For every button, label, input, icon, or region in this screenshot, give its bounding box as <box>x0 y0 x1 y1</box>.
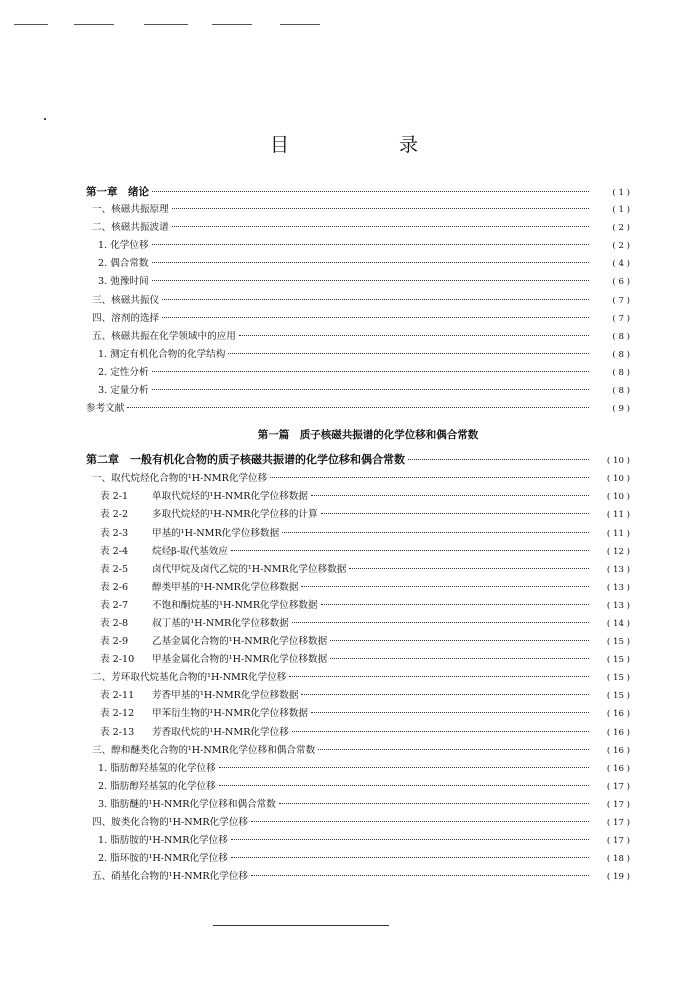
toc-entry[interactable] <box>86 814 630 832</box>
toc-entry-label <box>100 615 289 633</box>
toc-entry-text: 1. 测定有机化合物的化学结构 <box>98 348 226 360</box>
toc-entry-page: ( 15 ) <box>606 673 630 684</box>
toc-entry-label <box>92 868 248 886</box>
scan-dot <box>44 118 46 120</box>
toc-entry-page: ( 10 ) <box>606 492 630 503</box>
dot-leader <box>162 317 589 318</box>
table-number: 表 2-1 <box>100 491 129 503</box>
toc-entry[interactable] <box>86 579 630 597</box>
toc-entry-label <box>100 579 298 597</box>
toc-entry-label <box>98 382 149 400</box>
table-number: 表 2-13 <box>100 726 135 738</box>
toc-entry-text: 一、取代烷烃化合物的¹H-NMR化学位移 <box>92 473 268 485</box>
toc-entry[interactable] <box>86 470 630 488</box>
toc-entry-text: 四、胺类化合物的¹H-NMR化学位移 <box>92 817 249 828</box>
toc-entry-text: 五、核磁共振在化学领域中的应用 <box>92 330 236 342</box>
toc-entry-text: 1. 化学位移 <box>98 240 149 252</box>
toc-entry[interactable] <box>86 633 630 651</box>
toc-entry-text: 芳香取代烷的¹H-NMR化学位移 <box>152 726 289 738</box>
dot-leader <box>228 353 589 354</box>
dot-leader <box>301 694 589 695</box>
toc-entry-text: 单取代烷烃的¹H-NMR化学位移数据 <box>152 491 309 503</box>
toc-entry-label <box>98 255 149 273</box>
table-number: 表 2-11 <box>100 690 135 702</box>
toc-entry-label <box>98 364 149 382</box>
toc-entry-label <box>100 705 308 723</box>
toc-entry[interactable] <box>86 183 630 201</box>
dot-leader <box>152 280 589 281</box>
toc-entry-page: ( 14 ) <box>606 618 630 629</box>
toc-entry-text: 第一章 绪论 <box>86 186 149 198</box>
dot-leader <box>321 604 589 605</box>
dot-leader <box>127 407 589 408</box>
toc-entry-page: ( 13 ) <box>606 600 630 611</box>
toc-entry-label <box>100 506 318 524</box>
toc-entry[interactable] <box>86 255 630 273</box>
toc-entry-page: ( 13 ) <box>606 582 630 593</box>
toc-entry-text: 三、核磁共振仪 <box>92 294 160 306</box>
toc-entry-label <box>98 850 228 868</box>
toc-entry-page: ( 10 ) <box>606 456 630 467</box>
dot-leader <box>408 459 589 460</box>
table-number: 表 2-10 <box>100 654 135 666</box>
toc-entry[interactable] <box>86 237 630 255</box>
toc-entry-chapter2[interactable] <box>86 448 630 470</box>
dot-leader <box>311 495 589 496</box>
toc-entry-page: ( 7 ) <box>612 295 630 306</box>
table-number: 表 2-3 <box>100 527 129 539</box>
toc-entry[interactable] <box>86 796 630 814</box>
toc-entry[interactable] <box>86 364 630 382</box>
toc-entry-page: ( 17 ) <box>606 818 630 828</box>
scan-mark <box>212 24 252 25</box>
toc-entry-page: ( 8 ) <box>612 331 630 342</box>
toc-entry-label <box>86 183 149 201</box>
toc-entry-text: 3. 脂肪醚的¹H-NMR化学位移和偶合常数 <box>98 798 276 810</box>
toc-entry-label <box>100 525 279 543</box>
toc-entry-label <box>92 328 236 346</box>
scan-mark <box>74 24 114 25</box>
toc-entry-text: 二、核磁共振波谱 <box>92 222 169 234</box>
dot-leader <box>239 335 589 336</box>
scan-mark <box>144 24 188 25</box>
toc-entry-label <box>98 237 149 255</box>
toc-entry-text: 烷烃β-取代基效应 <box>152 545 228 557</box>
toc-entry-page: ( 12 ) <box>606 546 630 557</box>
toc-entry-label <box>98 760 216 778</box>
dot-leader <box>292 622 589 623</box>
toc-entry[interactable] <box>86 778 630 796</box>
toc-entry-text: 1. 脂肪醇羟基氢的化学位移 <box>98 762 216 774</box>
toc-entry[interactable] <box>86 597 630 615</box>
toc-entry-label <box>98 346 225 364</box>
toc-entry[interactable] <box>86 219 630 237</box>
table-number: 表 2-9 <box>100 636 129 648</box>
toc-entry-page: ( 19 ) <box>606 872 630 883</box>
toc-entry-text: 1. 脂肪胺的¹H-NMR化学位移 <box>98 835 228 847</box>
table-of-contents <box>86 183 630 886</box>
scan-mark <box>280 24 320 25</box>
toc-entry-text: 三、醇和醚类化合物的¹H-NMR化学位移和偶合常数 <box>92 744 316 756</box>
toc-entry-page: ( 17 ) <box>606 781 630 792</box>
dot-leader <box>231 839 589 840</box>
toc-entry-label <box>86 400 124 418</box>
toc-entry-text: 五、硝基化合物的¹H-NMR化学位移 <box>92 871 249 883</box>
toc-section-chapter1 <box>86 183 630 418</box>
dot-leader <box>279 803 589 804</box>
dot-leader <box>172 208 589 209</box>
toc-section-chapter2 <box>86 470 630 886</box>
dot-leader <box>318 749 589 750</box>
dot-leader <box>219 785 589 786</box>
toc-entry-text: 2. 偶合常数 <box>98 258 149 270</box>
toc-entry-page: ( 2 ) <box>612 241 630 252</box>
toc-entry-label <box>98 273 149 291</box>
toc-entry[interactable] <box>86 525 630 543</box>
table-number: 表 2-4 <box>100 545 129 557</box>
toc-entry-label <box>100 687 298 705</box>
toc-entry[interactable] <box>86 273 630 291</box>
toc-entry-text: 四、溶剂的选择 <box>92 312 160 324</box>
toc-entry[interactable] <box>86 615 630 633</box>
toc-entry[interactable] <box>86 651 630 669</box>
toc-entry-page: ( 4 ) <box>612 259 630 270</box>
toc-entry[interactable] <box>86 346 630 364</box>
dot-leader <box>270 477 589 478</box>
toc-entry-label <box>100 561 346 579</box>
dot-leader <box>311 712 589 713</box>
dot-leader <box>219 767 589 768</box>
toc-entry-text: 参考文献 <box>86 403 125 415</box>
toc-entry-label <box>92 292 159 310</box>
table-number: 表 2-12 <box>100 708 135 720</box>
dot-leader <box>152 389 589 390</box>
toc-entry-text: 2. 脂环胺的¹H-NMR化学位移 <box>98 853 228 865</box>
toc-entry-page: ( 15 ) <box>606 655 630 666</box>
toc-entry-text: 一、核磁共振原理 <box>92 204 169 216</box>
toc-entry-label: 第二章 一般有机化合物的质子核磁共振谱的化学位移和偶合常数 <box>86 453 405 467</box>
dot-leader <box>301 586 589 587</box>
toc-entry-text: 2. 定性分析 <box>98 366 149 378</box>
dot-leader <box>251 821 589 822</box>
toc-entry[interactable] <box>86 868 630 886</box>
toc-entry[interactable] <box>86 760 630 778</box>
toc-entry-page: ( 8 ) <box>612 367 630 378</box>
toc-entry-label <box>100 597 318 615</box>
toc-entry-label <box>92 669 286 687</box>
dot-leader <box>330 658 589 659</box>
table-number: 表 2-5 <box>100 563 129 575</box>
table-number: 表 2-8 <box>100 617 129 629</box>
toc-entry-label <box>100 488 308 506</box>
toc-entry-label <box>100 651 327 669</box>
toc-entry-label <box>92 201 169 219</box>
toc-entry-page: ( 15 ) <box>606 637 630 648</box>
toc-entry-text: 卤代甲烷及卤代乙烷的¹H-NMR化学位移数据 <box>152 563 347 575</box>
dot-leader <box>231 857 589 858</box>
toc-entry-page: ( 7 ) <box>612 313 630 324</box>
toc-entry-label <box>98 778 216 796</box>
toc-entry-page: ( 16 ) <box>606 727 630 738</box>
toc-entry-page: ( 1 ) <box>612 188 630 198</box>
toc-entry-label <box>100 633 327 651</box>
toc-entry-text: 乙基金属化合物的¹H-NMR化学位移数据 <box>152 636 328 648</box>
toc-entry-page: ( 18 ) <box>606 854 630 865</box>
toc-entry-label <box>92 470 267 488</box>
toc-entry-page: ( 8 ) <box>612 349 630 360</box>
toc-entry[interactable] <box>86 201 630 219</box>
table-number: 表 2-7 <box>100 599 129 611</box>
dot-leader <box>172 226 589 227</box>
toc-entry[interactable] <box>86 724 630 742</box>
dot-leader <box>330 640 589 641</box>
dot-leader <box>349 568 589 569</box>
toc-entry[interactable] <box>86 832 630 850</box>
toc-entry-text: 醇类甲基的¹H-NMR化学位移数据 <box>152 581 299 593</box>
footer-rule <box>213 925 389 926</box>
dot-leader <box>251 875 589 876</box>
toc-entry-label <box>100 543 228 561</box>
toc-entry[interactable] <box>86 850 630 868</box>
toc-entry[interactable] <box>86 382 630 400</box>
toc-entry[interactable] <box>86 400 630 418</box>
toc-entry[interactable] <box>86 705 630 723</box>
toc-entry-label <box>92 742 315 760</box>
scan-mark <box>14 24 48 25</box>
toc-entry-text: 多取代烷烃的¹H-NMR化学位移的计算 <box>152 509 318 521</box>
dot-leader <box>162 299 589 300</box>
toc-entry-page: ( 9 ) <box>612 404 630 415</box>
dot-leader <box>292 731 589 732</box>
toc-entry[interactable] <box>86 328 630 346</box>
toc-entry-text: 3. 弛豫时间 <box>98 276 149 288</box>
toc-entry-label <box>92 219 169 237</box>
dot-leader <box>321 513 589 514</box>
toc-entry-text: 不饱和酮烷基的¹H-NMR化学位移数据 <box>152 599 318 611</box>
toc-entry[interactable] <box>86 543 630 561</box>
dot-leader <box>289 676 589 677</box>
toc-entry-page: ( 6 ) <box>612 277 630 288</box>
toc-entry-page: ( 1 ) <box>612 205 630 216</box>
toc-entry-label <box>98 796 276 814</box>
table-number: 表 2-6 <box>100 581 129 593</box>
toc-entry[interactable] <box>86 488 630 506</box>
toc-entry-page: ( 17 ) <box>606 836 630 847</box>
dot-leader <box>231 550 589 551</box>
toc-entry-page: ( 17 ) <box>606 799 630 810</box>
toc-entry-page: ( 16 ) <box>606 745 630 756</box>
dot-leader <box>152 244 589 245</box>
toc-entry[interactable] <box>86 506 630 524</box>
toc-entry-page: ( 8 ) <box>612 386 630 397</box>
dot-leader <box>152 191 589 192</box>
toc-entry-text: 甲基的¹H-NMR化学位移数据 <box>152 527 280 539</box>
toc-entry[interactable] <box>86 310 630 328</box>
toc-entry-page: ( 2 ) <box>612 223 630 234</box>
part-heading: 第一篇 质子核磁共振谱的化学位移和偶合常数 <box>257 429 479 442</box>
toc-entry-text: 甲苯衍生物的¹H-NMR化学位移数据 <box>152 708 309 720</box>
dot-leader <box>282 532 589 533</box>
dot-leader <box>152 371 589 372</box>
dot-leader <box>152 262 589 263</box>
toc-entry-page: ( 15 ) <box>606 691 630 702</box>
toc-entry-text: 3. 定量分析 <box>98 385 149 397</box>
toc-entry-page: ( 11 ) <box>606 528 630 539</box>
toc-entry-page: ( 16 ) <box>606 763 630 774</box>
toc-entry[interactable] <box>86 669 630 687</box>
toc-entry-text: 叔丁基的¹H-NMR化学位移数据 <box>152 617 289 629</box>
toc-entry-page: ( 11 ) <box>606 510 630 521</box>
toc-entry-page: ( 10 ) <box>606 474 630 485</box>
toc-entry[interactable] <box>86 561 630 579</box>
toc-entry[interactable] <box>86 687 630 705</box>
page-title: 目 录 <box>269 134 471 156</box>
toc-entry-page: ( 16 ) <box>606 709 630 720</box>
toc-entry[interactable] <box>86 292 630 310</box>
toc-entry-text: 芳香甲基的¹H-NMR化学位移数据 <box>152 690 299 702</box>
toc-entry-text: 甲基金属化合物的¹H-NMR化学位移数据 <box>152 654 328 666</box>
toc-entry-text: 二、芳环取代烷基化合物的¹H-NMR化学位移 <box>92 672 287 684</box>
toc-entry-label <box>92 310 159 328</box>
toc-entry-page: ( 13 ) <box>606 564 630 575</box>
table-number: 表 2-2 <box>100 509 129 521</box>
toc-entry-text: 2. 脂肪醇羟基氢的化学位移 <box>98 780 216 792</box>
toc-entry[interactable] <box>86 742 630 760</box>
toc-entry-label <box>92 814 248 832</box>
toc-entry-label <box>100 724 289 742</box>
toc-entry-label <box>98 832 228 850</box>
